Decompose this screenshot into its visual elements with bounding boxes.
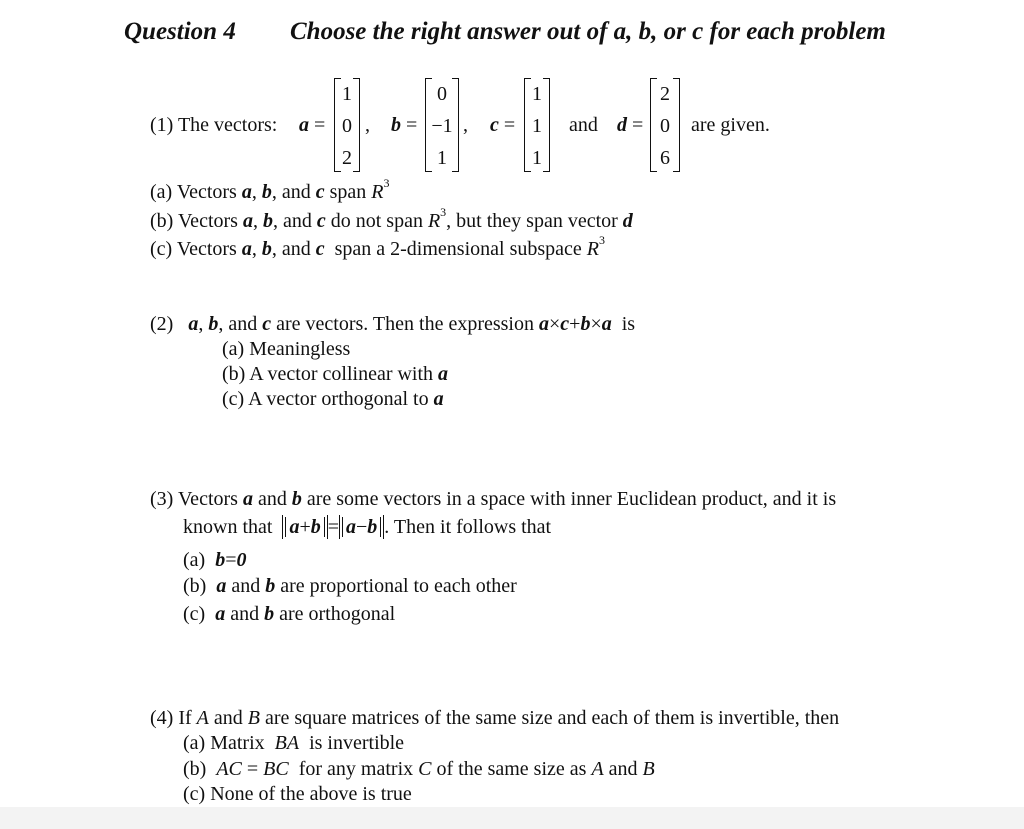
vector-d-matrix [650, 78, 680, 172]
vector-c-matrix [524, 78, 550, 172]
norm-difference: a−b [339, 515, 384, 539]
vector-c-label: c = [490, 114, 516, 136]
vector-a-matrix [334, 78, 360, 172]
vectors-and: and [569, 114, 598, 136]
problem-3-option-c: (c) a and b are orthogonal [183, 603, 396, 625]
vector-c-entry: 1 [532, 147, 542, 169]
problem-3-line-2: known that a+b = a−b . Then it follows that [183, 516, 552, 538]
vector-c-entry: 1 [532, 115, 542, 137]
problem-2-option-b: (b) A vector collinear with a [222, 363, 449, 385]
vector-d-entry: 0 [660, 115, 670, 137]
vector-b-separator: , [463, 114, 468, 136]
page-bottom-margin [0, 807, 1024, 829]
vector-b-label: b = [391, 114, 418, 136]
problem-4-option-a: (a) Matrix BA is invertible [183, 732, 405, 754]
vector-a-entry: 0 [342, 115, 352, 137]
problem-3-line-1: (3) Vectors a and b are some vectors in a space with inner Euclidean product, and it is [150, 488, 837, 510]
problem-4-option-c: (c) None of the above is true [183, 783, 412, 805]
problem-1-intro: (1) The vectors: [150, 114, 278, 136]
vector-a-separator: , [365, 114, 370, 136]
vector-d-entry: 2 [660, 83, 670, 105]
vector-b-entry: 0 [437, 83, 447, 105]
problem-1-option-b: (b) Vectors a, b, and c do not span $R^3$, but they span vector d [150, 205, 633, 232]
vector-b-entry: −1 [431, 115, 453, 137]
cross-product-expression: a×c+b×a [538, 313, 612, 335]
problem-1-option-c: (c) Vectors a, b, and c span a 2-dimensional subspace $R^3$ [150, 233, 605, 260]
vector-c-entry: 1 [532, 83, 542, 105]
vector-d-entry: 6 [660, 147, 670, 169]
problem-1-tail: are given. [691, 114, 770, 136]
problem-2-statement: (2) a, b, and c are vectors. Then the expression a×c+b×a is [150, 313, 636, 335]
problem-3-option-a: (a) b=0 [183, 549, 247, 571]
problem-1-option-a: (a) Vectors a, b, and c span $R^3$ [150, 176, 390, 203]
vector-d-label: d = [617, 114, 644, 136]
vector-a-entry: 2 [342, 147, 352, 169]
problem-3-option-b: (b) a and b are proportional to each other [183, 575, 517, 597]
norm-sum: a+b [282, 515, 327, 539]
vector-a-entry: 1 [342, 83, 352, 105]
vector-b-matrix [425, 78, 459, 172]
vector-b-entry: 1 [437, 147, 447, 169]
question-instruction: Choose the right answer out of a, b, or c for each problem [290, 18, 886, 45]
question-number: Question 4 [124, 18, 236, 45]
vector-a-label: a = [299, 114, 326, 136]
problem-4-option-b: (b) AC = BC for any matrix C of the same size as A and B [183, 758, 655, 780]
problem-2-option-a: (a) Meaningless [222, 338, 351, 360]
problem-4-statement: (4) If A and B are square matrices of the same size and each of them is invertible, then [150, 707, 840, 729]
problem-2-option-c: (c) A vector orthogonal to a [222, 388, 444, 410]
